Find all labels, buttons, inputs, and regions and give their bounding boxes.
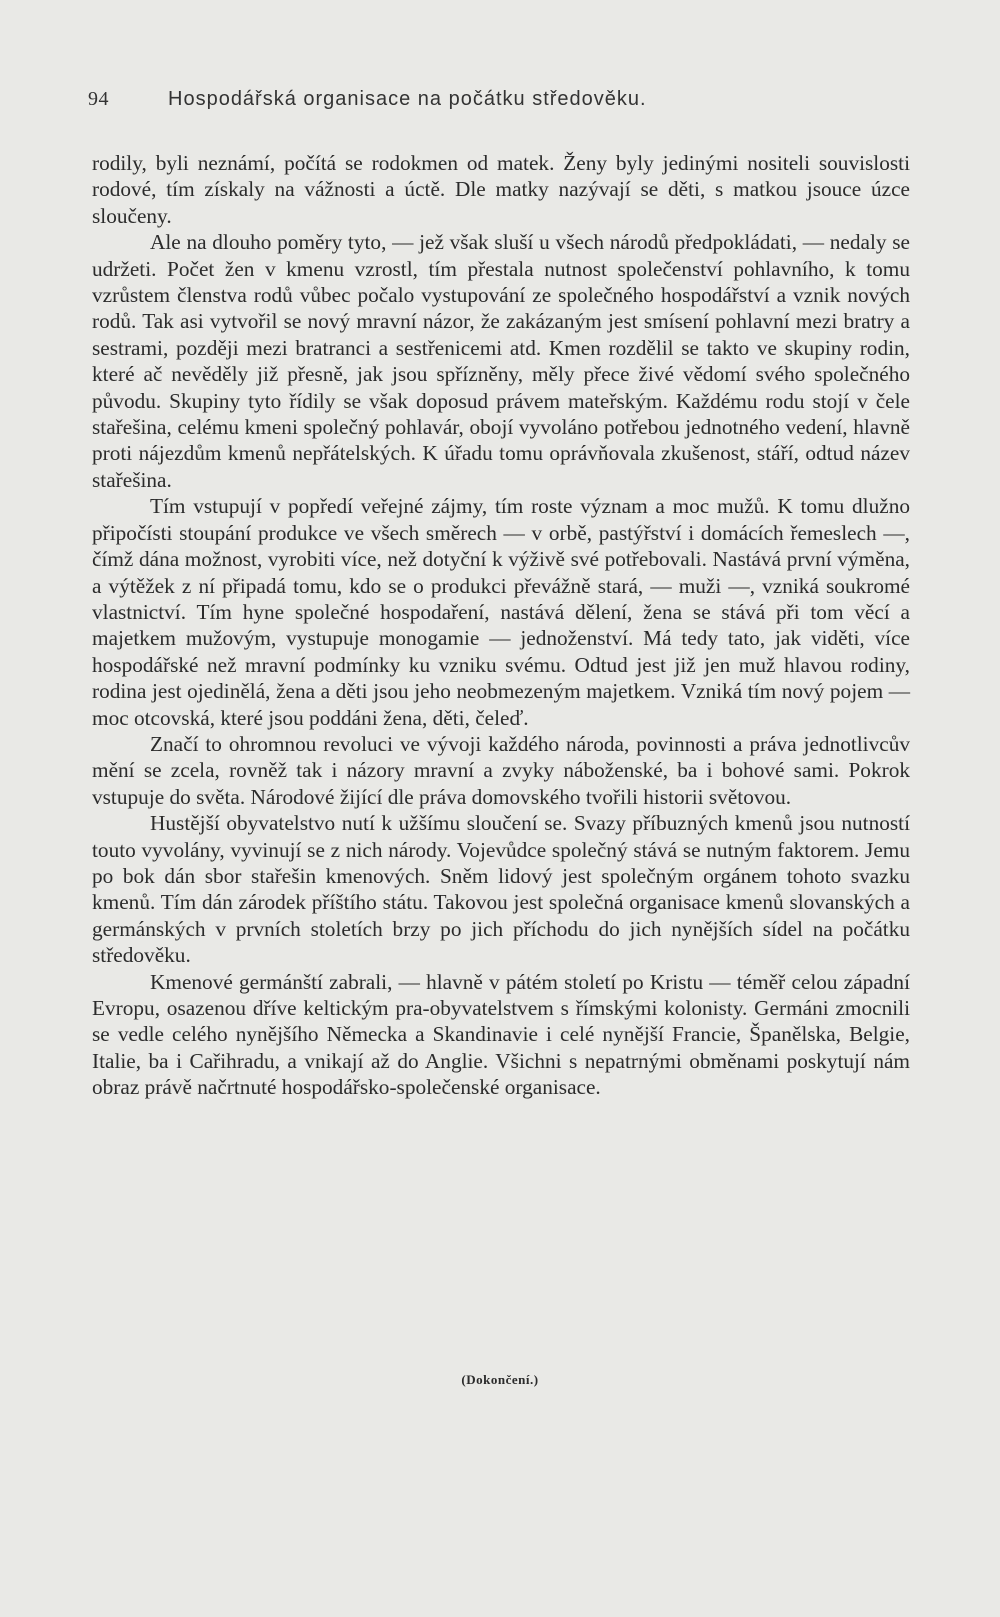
page-number: 94: [88, 88, 109, 110]
paragraph: Ale na dlouho poměry tyto, — jež však sluší u všech národů předpokládati, — nedaly se udržeti. Počet žen v kmenu vzrostl, tím přestala nutnost společenství pohlavního, k tomu vzrůstem členstva rodů vůbec počalo vystupování ze společného hospodářství a vznik nových rodů. Tak asi vytvořil se nový mravní názor, že zakázaným jest smísení pohlavní mezi bratry a sestrami, později mezi bratranci a sestřenicemi atd. Kmen rozdělil se takto ve skupiny rodin, které ač nevěděly již přesně, jak jsou spřízněny, měly přece živé vědomí svého společného původu. Skupiny tyto řídily se však doposud právem mateřským. Každému rodu stojí v čele stařešina, celému kmeni společný pohlavár, obojí vyvoláno potřebou jednotného vedení, hlavně proti nájezdům kmenů nepřátelských. K úřadu tomu oprávňovala zkušenost, stáří, odtud název stařešina.: [92, 230, 910, 492]
paragraph: Kmenové germánští zabrali, — hlavně v pátém století po Kristu — téměř celou západní Evropu, osazenou dříve keltickým pra-obyvatelstvem s římskými kolonisty. Germáni zmocnili se vedle celého nynějšího Německa a Skandinavie i celé nynější Francie, Španělska, Belgie, Italie, ba i Cařihradu, a vnikají až do Anglie. Všichni s nepatrnými obměnami poskytují nám obraz právě načrtnuté hospodářsko-společenské organisace.: [92, 969, 910, 1100]
paragraph: Tím vstupují v popředí veřejné zájmy, tím roste význam a moc mužů. K tomu dlužno připočísti stoupání produkce ve všech směrech — v orbě, pastýřství i domácích řemeslech —, čímž dána možnost, vyrobiti více, než dotyční k výživě své potřebovali. Nastává první výměna, a výtěžek z ní připadá tomu, kdo se o produkci převážně stará, — muži —, vzniká soukromé vlastnictví. Tím hyne společné hospodaření, nastává dělení, žena se stává při tom věcí a majetkem mužovým, vystupuje monogamie — jednoženství. Má tedy tato, jak viděti, více hospodářské než mravní podmínky ku vzniku svému. Odtud jest již jen muž hlavou rodiny, rodina jest ojedinělá, žena a děti jsou jeho neobmezeným majetkem. Vzniká tím nový pojem — moc otcovská, které jsou poddáni žena, děti, čeleď.: [92, 494, 910, 730]
paragraph: Hustější obyvatelstvo nutí k užšímu sloučení se. Svazy příbuzných kmenů jsou nutností touto vyvolány, vyvinují se z nich národy. Vojevůdce společný stává se nutným faktorem. Jemu po bok dán sbor stařešin kmenových. Sněm lidový jest společným orgánem tohoto svazku kmenů. Tím dán zárodek příštího státu. Takovou jest společná organisace kmenů slovanských a germánských v prvních stoletích brzy po jich příchodu do jich nynějších sídel na počátku středověku.: [92, 811, 910, 968]
continuation-note: (Dokončení.): [461, 1372, 539, 1387]
body-text: [92, 150, 910, 1101]
paragraph: Značí to ohromnou revoluci ve vývoji každého národa, povinnosti a práva jednotlivcův mění se zcela, rovněž tak i názory mravní a zvyky náboženské, ba i bohové sami. Pokrok vstupuje do světa. Národové žijící dle práva domovského tvořili historii světovou.: [92, 731, 910, 809]
running-title: Hospodářská organisace na počátku středověku.: [168, 88, 647, 110]
page-header: [88, 88, 908, 111]
paragraph: rodily, byli neznámí, počítá se rodokmen od matek. Ženy byly jedinými nositeli souvislosti rodové, tím získaly na vážnosti a úctě. Dle matky nazývají se děti, s matkou jsouce úzce sloučeny.: [92, 151, 910, 228]
